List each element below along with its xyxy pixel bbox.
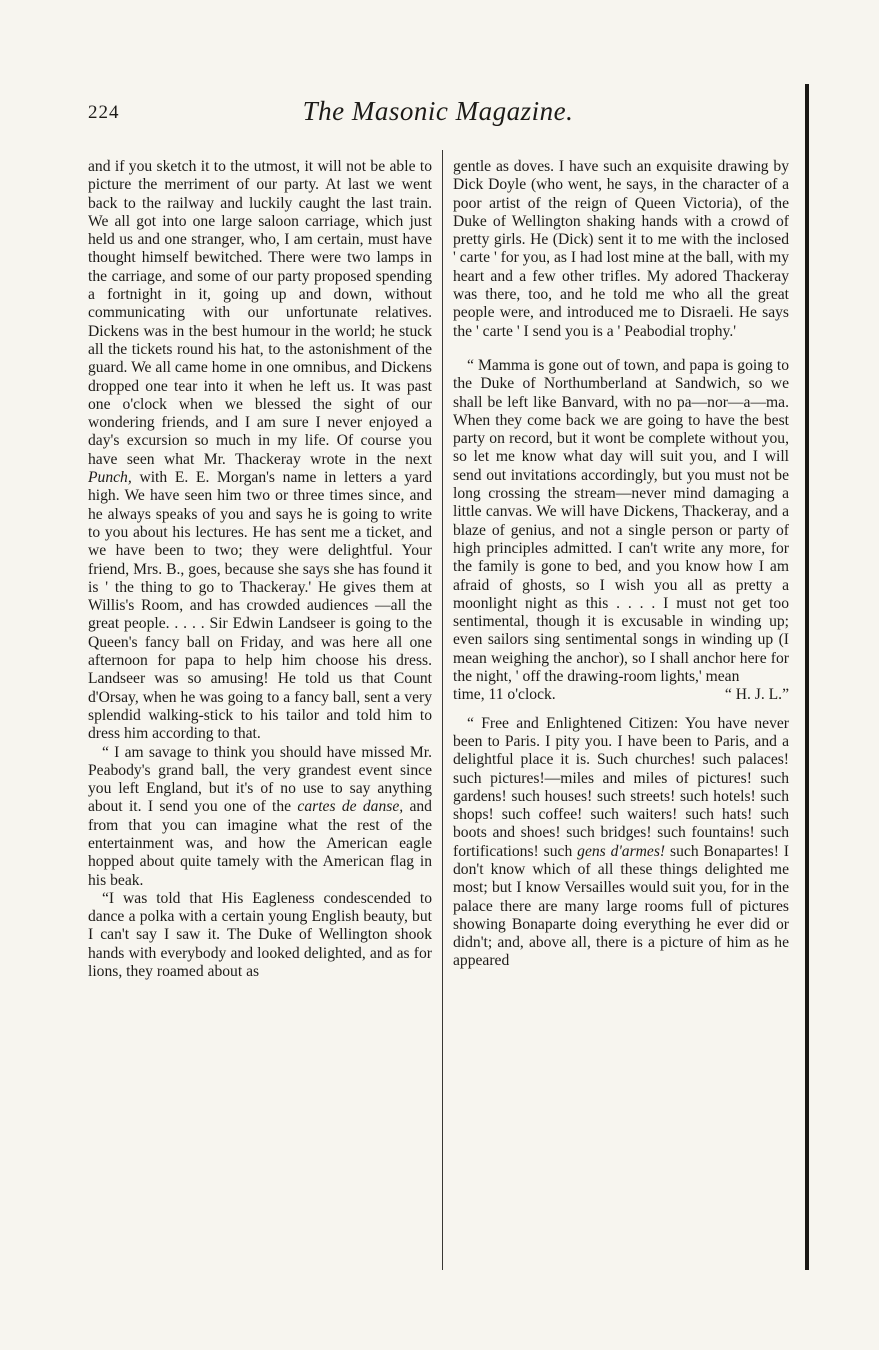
right-p3-text: “ Free and Enlightened Citizen: You have never been to Paris. I pity you. I have been to Paris, and a delightful place it is. Such churches! such palaces! such pictures!—miles and miles of pictures! such gardens! such houses! such streets! such hotels! such shops! such coffee! such waiters! such hats! such boots and shoes! such bridges! such fountains! such fortifications! such: [453, 714, 789, 860]
right-paragraph-1: [453, 158, 789, 341]
signature-initials: “ H. J. L.”: [724, 686, 789, 704]
right-column: [453, 158, 789, 971]
left-p2-text: “ I am savage to think you should have missed Mr. Peabody's grand ball, the very grandest event since you left England, but it's of no use to say anything about it. I send you one of the: [88, 743, 432, 816]
right-p2-text: “ Mamma is gone out of town, and papa is going to the Duke of Northumberland at Sandwich, so we shall be left like Banvard, with no pa—nor—a—ma. When they come back we are going to have the best party on record, but it wont be complete without you, so let me know what day will suit you, and I will send out invitations accordingly, but you must not be long crossing the stream—never mind damaging a little canvas. We will have Dickens, Thackeray, and a blaze of genius, and not a single person or party of high principles admitted. I can't write any more, for the family is gone to bed, and you know how I am afraid of ghosts, so I wish you all as pretty a moonlight night as this . . . . I must not get too sentimental, though it is excusable in winding up; even sailors sing sentimental songs in winding up (I mean weighing the anchor), so I shall anchor here for the night, ' off the drawing-room lights,' mean: [453, 356, 789, 686]
left-column: [88, 158, 432, 981]
column-divider: [442, 150, 443, 1270]
page-header: [88, 96, 788, 132]
running-title: The Masonic Magazine.: [302, 96, 574, 126]
left-p1-italic: Punch,: [88, 469, 132, 487]
left-p2-cont: and from that you can imagine what the rest of the entertainment was, and how the American eagle hopped about quite tamely with the American flag in his beak.: [88, 798, 432, 889]
left-p1-cont: with E. E. Morgan's name in letters a yard high. We have seen him two or three times since, and he always speaks of you and says he is going to write to you about his lectures. He has sent me a ticket, and we have been to two; they were delightful. Your friend, Mrs. B., goes, because she says she has found it is ' the thing to go to Thackeray.' He gives them at Willis's Room, and has crowded audiences —all the great people. . . . . Sir Edwin Landseer is going to the Queen's fancy ball on Friday, and was here all one afternoon for papa to help him choose his dress. Landseer was so amusing! He told us that Count d'Orsay, when he was going to a fancy ball, sent a very splendid walking-stick to his tailor and told him to dress him according to that.: [88, 469, 432, 743]
right-p3-italic: gens d'armes!: [577, 842, 666, 860]
left-p1-text: and if you sketch it to the utmost, it will not be able to picture the merriment of our party. At last we went back to the railway and luckily caught the last train. We all got into one large saloon carriage, which just held us and one stranger, who, I am certain, must have thought himself bewitched. There were two lamps in the carriage, and some of our party proposed spending a fortnight in it, going up and down, without communicating with our unfortunate relatives. Dickens was in the best humour in the world; he stuck all the tickets round his hat, to the astonishment of the guard. We all came home in one omnibus, and Dickens dropped one tear into it when he left us. It was past one o'clock when we blessed the sight of our wondering friends, and I am sure I never enjoyed a day's excursion so much in my life. Of course you have seen what Mr. Thackeray wrote in the next: [88, 158, 432, 468]
right-paragraph-2: [453, 357, 789, 686]
right-paragraph-3: [453, 715, 789, 971]
right-p1-text: gentle as doves. I have such an exquisite drawing by Dick Doyle (who went, he says, in the character of a poor artist of the reign of Queen Victoria), of the Duke of Wellington shaking hands with a crowd of pretty girls. He (Dick) sent it to me with the inclosed ' carte ' for you, as I had lost mine at the ball, with my heart and a few other trifles. My adored Thackeray was there, too, and he told me who all the great people were, and introduced me to Disraeli. He says the ' carte ' I send you is a ' Peabodial trophy.': [453, 158, 789, 340]
signature-time: time, 11 o'clock.: [453, 686, 556, 704]
left-p3-text: “I was told that His Eagleness condescended to dance a polka with a certain young English beauty, but I can't say I saw it. The Duke of Wellington shook hands with everybody and looked delighted, and as for lions, they roamed about as: [88, 889, 432, 981]
signature-line: [453, 686, 789, 704]
right-p3-cont: such Bonapartes! I don't know which of all these things delighted me most; but I know Versailles would suit you, for in the palace there are many large rooms full of pictures showing Bonaparte doing everything he ever did or didn't; and, above all, there is a picture of him as he appeared: [453, 842, 789, 970]
left-paragraph-3: [88, 890, 432, 981]
page-edge-rule: [805, 84, 809, 1270]
left-p2-italic: cartes de danse,: [297, 798, 404, 816]
left-paragraph-1: [88, 158, 432, 744]
page-number: 224: [88, 102, 120, 123]
left-paragraph-2: [88, 744, 432, 890]
